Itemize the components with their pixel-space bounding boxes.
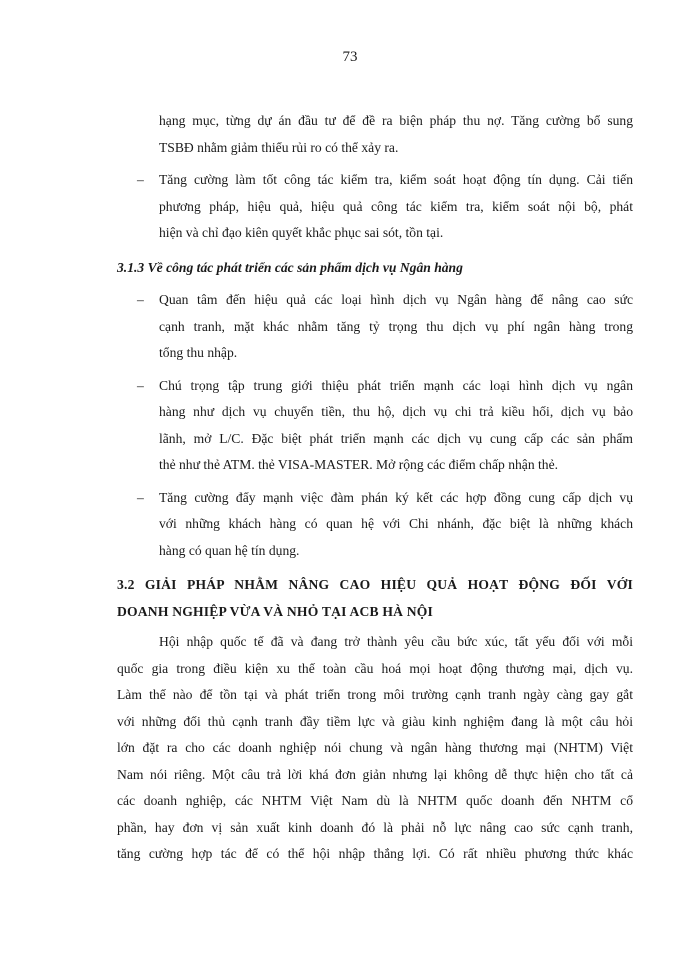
bullet-item	[117, 167, 633, 247]
heading-line: 3.2 GIẢI PHÁP NHẰM NÂNG CAO HIỆU QUẢ HOẠT ĐỘNG ĐỐI VỚI	[117, 577, 633, 592]
text-line: Chú trọng tập trung giới thiệu phát triển mạnh các loại hình dịch vụ ngân	[159, 377, 633, 393]
bullet-dash: –	[137, 489, 144, 505]
text-line: lớn đặt ra cho các doanh nghiệp nói chung và ngân hàng thương mại (NHTM) Việt	[117, 740, 633, 755]
heading-line: DOANH NGHIỆP VỪA VÀ NHỎ TẠI ACB HÀ NỘI	[117, 603, 434, 619]
bullet-dash: –	[137, 172, 144, 187]
bullet-item	[117, 485, 633, 565]
text-line: với những khách hàng có quan hệ với Chi nhánh, đặc biệt là những khách	[159, 516, 633, 531]
bullet-dash: –	[137, 377, 144, 393]
bullet-dash: –	[137, 292, 144, 307]
text-line: Tăng cường đẩy mạnh việc đàm phán ký kết các hợp đồng cung cấp dịch vụ	[159, 489, 633, 505]
section-subheading: 3.1.3 Về công tác phát triển các sản phẩm dịch vụ Ngân hàng	[117, 259, 463, 275]
text-line: Nam nói riêng. Một câu trả lời khá đơn giản nhưng lại không dễ thực hiện cho tất cả	[117, 766, 633, 782]
text-line: tăng cường hợp tác để có thể hội nhập thắng lợi. Có rất nhiều phương thức khác	[117, 846, 633, 861]
continuation-text	[117, 108, 633, 161]
text-line: phần, hay đơn vị sản xuất kinh doanh đó là phải nỗ lực nâng cao sức cạnh tranh,	[117, 819, 633, 835]
body-paragraph	[117, 629, 633, 868]
text-line: hàng có quan hệ tín dụng.	[159, 542, 300, 558]
text-line: hiện và chỉ đạo kiên quyết khắc phục sai sót, tồn tại.	[159, 225, 444, 240]
text-line: Tăng cường làm tốt công tác kiểm tra, kiểm soát hoạt động tín dụng. Cải tiến	[159, 172, 633, 187]
page-number: 73	[342, 49, 358, 65]
text-line: tổng thu nhập.	[159, 345, 238, 360]
text-line: Quan tâm đến hiệu quả các loại hình dịch vụ Ngân hàng để nâng cao sức	[159, 292, 633, 307]
page-content	[117, 108, 633, 868]
text-line: thẻ như thẻ ATM. thẻ VISA-MASTER. Mở rộng các điểm chấp nhận thẻ.	[159, 457, 559, 472]
bullet-item	[117, 373, 633, 479]
text-line: lãnh, mở L/C. Đặc biệt phát triển mạnh các dịch vụ cung cấp các sản phẩm	[159, 430, 633, 446]
text-line: Làm thế nào để tồn tại và phát triển trong môi trường cạnh tranh ngày càng gay gắt	[117, 687, 633, 702]
text-line: với những đối thủ cạnh tranh đầy tiềm lực và giàu kinh nghiệm đang là một câu hỏi	[117, 713, 633, 729]
text-line: hàng như dịch vụ chuyển tiền, thu hộ, dịch vụ chi trả kiều hối, dịch vụ bảo	[159, 404, 633, 419]
text-line: hạng mục, từng dự án đầu tư để đề ra biện pháp thu nợ. Tăng cường bổ sung	[159, 113, 633, 128]
text-line: phương pháp, hiệu quả, hiệu quả công tác kiểm tra, kiểm soát nội bộ, phát	[159, 198, 633, 214]
text-line: cạnh tranh, mặt khác nhằm tăng tỷ trọng thu dịch vụ phí ngân hàng trong	[159, 318, 633, 334]
text-line: quốc gia trong điều kiện xu thế toàn cầu hoá mọi hoạt động thương mại, dịch vụ.	[117, 660, 633, 676]
text-line: TSBĐ nhằm giảm thiểu rủi ro có thể xảy ra.	[159, 139, 399, 155]
bullet-item	[117, 287, 633, 367]
text-line: Hội nhập quốc tế đã và đang trở thành yêu cầu bức xúc, tất yếu đối với mỗi	[159, 634, 633, 649]
text-line: các doanh nghiệp, các NHTM Việt Nam dù là NHTM quốc doanh đến NHTM cổ	[117, 793, 633, 808]
section-heading	[117, 572, 633, 625]
